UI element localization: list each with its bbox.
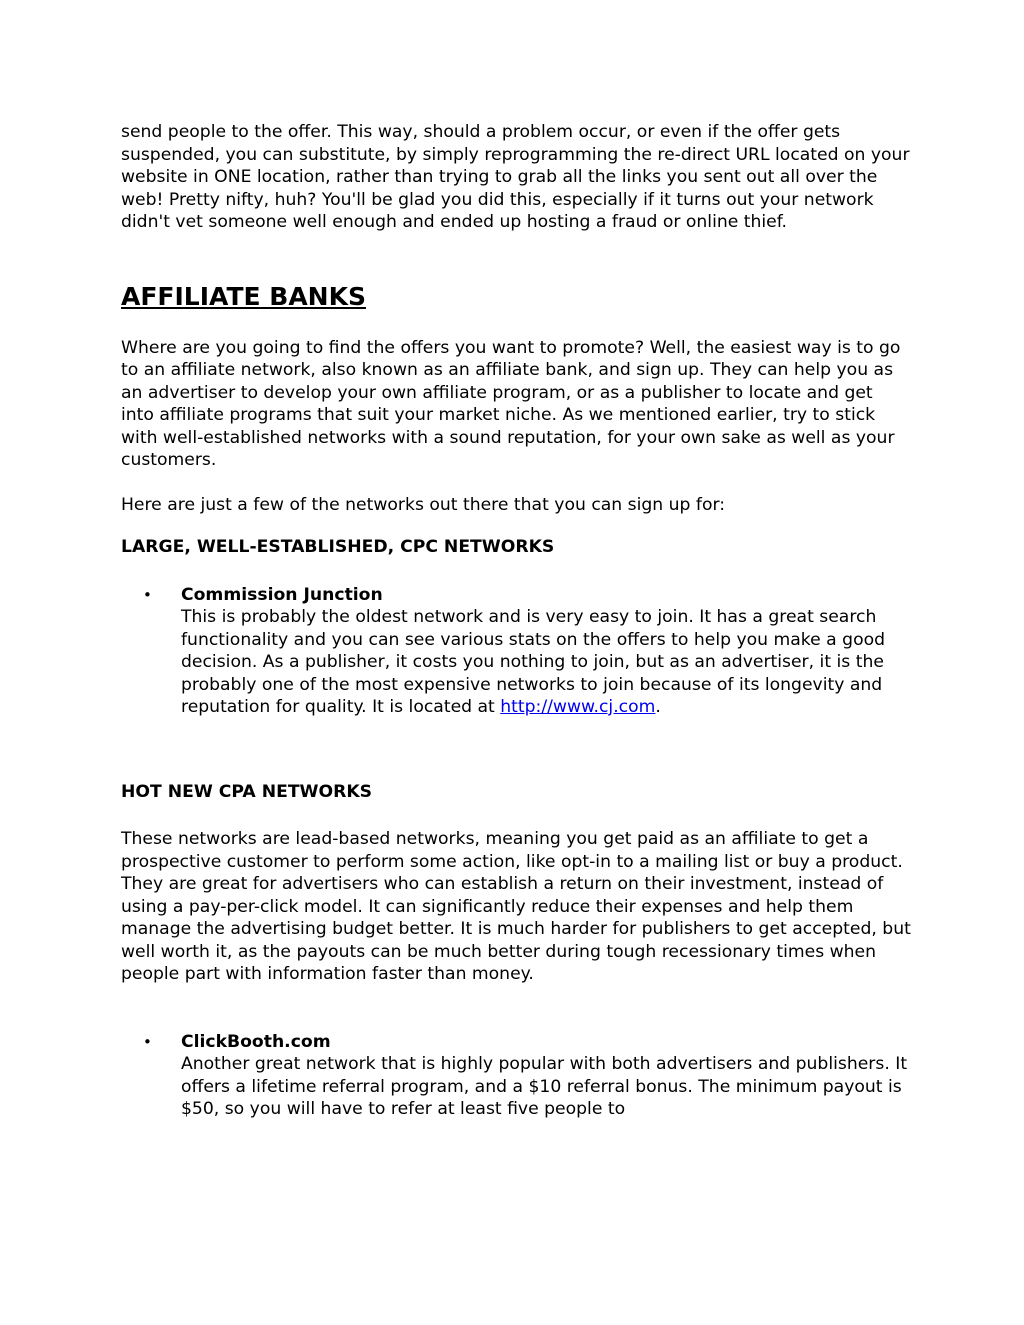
list-item-commission-junction <box>143 584 911 719</box>
section-heading-affiliate-banks: AFFILIATE BANKS <box>121 281 366 311</box>
bullet-icon: • <box>143 585 152 604</box>
network-name: Commission Junction <box>181 584 383 605</box>
cpa-paragraph: These networks are lead-based networks, meaning you get paid as an affiliate to get a prospective customer to perform some action, like opt-in to a mailing list or buy a product. They are great for advertisers who can establish a return on their investment, instead of using a pay-per-click model. It can significantly reduce their expenses and help them manage the advertising budget better. It is much harder for publishers to get accepted, but well worth it, as the payouts can be much better during tough recessionary times when people part with information faster than money. <box>121 829 911 984</box>
cpa-networks-list <box>121 1031 911 1121</box>
bullet-icon: • <box>143 1032 152 1051</box>
intro-paragraph: send people to the offer. This way, should a problem occur, or even if the offer gets suspended, you can substitute, by simply reprogramming the re-direct URL located on your website in ONE location, rather than trying to grab all the links you sent out all over the web! Pretty nifty, huh? You'll be glad you did this, especially if it turns out your network didn't vet someone well enough and ended up hosting a fraud or online thief. <box>121 122 910 232</box>
document-page <box>121 121 911 1121</box>
affiliate-paragraph: Where are you going to find the offers you want to promote? Well, the easiest way is to go to an affiliate network, also known as an affiliate bank, and sign up. They can help you as an advertiser to develop your own affiliate program, or as a publisher to locate and get into affiliate programs that suit your market niche. As we mentioned earlier, try to stick with well-established networks with a sound reputation, for your own sake as well as your customers. <box>121 337 901 470</box>
cpc-networks-list <box>121 584 911 719</box>
cpc-networks-heading: LARGE, WELL-ESTABLISHED, CPC NETWORKS <box>121 537 555 557</box>
network-description-end: . <box>655 697 661 717</box>
network-description: This is probably the oldest network and is very easy to join. It has a great search functionality and you can see various stats on the offers to help you make a good decision. As a publisher, it costs you nothing to join, but as an advertiser, it is the probably one of the most expensive networks to join because of its longevity and reputation for quality. It is located at <box>181 607 886 717</box>
network-name: ClickBooth.com <box>181 1031 331 1052</box>
list-item-clickbooth <box>143 1031 911 1121</box>
cj-link[interactable]: http://www.cj.com <box>500 697 656 717</box>
network-description: Another great network that is highly popular with both advertisers and publishers. It offers a lifetime referral program, and a $10 referral bonus. The minimum payout is $50, so you will have to refer at least five people to <box>181 1054 908 1119</box>
cpa-networks-heading: HOT NEW CPA NETWORKS <box>121 781 373 802</box>
networks-intro-paragraph: Here are just a few of the networks out there that you can sign up for: <box>121 494 726 515</box>
